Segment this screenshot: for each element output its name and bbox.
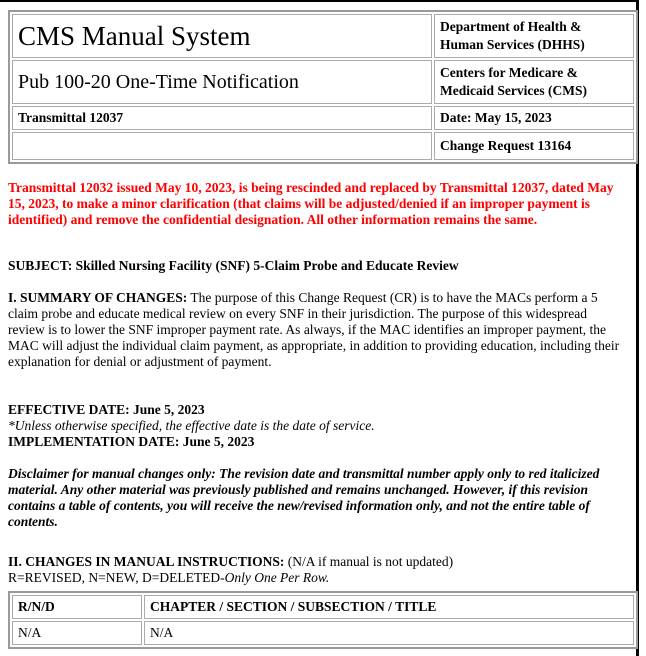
summary-of-changes	[8, 290, 620, 370]
dates-block	[8, 402, 620, 450]
implementation-date-label: IMPLEMENTATION DATE:	[8, 434, 180, 449]
subject-text: Skilled Nursing Facility (SNF) 5-Claim Probe and Educate Review	[75, 258, 459, 273]
effective-date-line	[8, 402, 620, 418]
changes-in-manual-instructions	[8, 554, 620, 586]
legend-line	[8, 570, 620, 586]
effective-date-note: *Unless otherwise specified, the effective date is the date of service.	[8, 418, 375, 433]
column-header-rnd: R/N/D	[12, 595, 142, 619]
transmittal-number: Transmittal 12037	[18, 110, 124, 125]
summary-label: I. SUMMARY OF CHANGES:	[8, 290, 188, 305]
header-row-publication	[12, 60, 634, 104]
legend-text: R=REVISED, N=NEW, D=DELETED-	[8, 570, 225, 585]
header-row-transmittal	[12, 106, 634, 130]
subject-line	[8, 258, 620, 274]
rescission-notice: Transmittal 12032 issued May 10, 2023, is being rescinded and replaced by Transmittal 12037, dated May 15, 2023, to make a minor clarification (that claims will be adjusted/denied if an improper payment is identified) and remove the confidential designation. All other information remains the same.	[8, 180, 614, 227]
summary-text: The purpose of this Change Request (CR) is to have the MACs perform a 5 claim probe and educate medical review on every SNF in their jurisdiction. The purpose of this widespread review is to lower the SNF improper payment rate. As always, if the MAC identifies an improper payment, the MAC will adjust the individual claim payment, as appropriate, in addition to providing education, including their explanation for denial or adjustment of payment.	[8, 290, 620, 369]
subject-label: SUBJECT:	[8, 258, 73, 273]
changes-table-header-row	[12, 595, 634, 619]
transmittal-date: Date: May 15, 2023	[434, 106, 634, 130]
cell-rnd-value: N/A	[12, 621, 142, 645]
agency-cms: Centers for Medicare & Medicaid Services (CMS)	[434, 60, 634, 104]
changes-table-data-row	[12, 621, 634, 645]
legend-italic: Only One Per Row.	[224, 570, 330, 585]
implementation-date-line	[8, 434, 620, 450]
implementation-date: June 5, 2023	[182, 434, 255, 449]
publication-name: Pub 100-20 One-Time Notification	[18, 71, 299, 93]
document-content	[8, 10, 620, 649]
page-top-border	[0, 0, 639, 2]
document-title: CMS Manual System	[18, 21, 251, 51]
effective-date: June 5, 2023	[133, 402, 205, 417]
header-table	[8, 10, 638, 164]
header-row-change-request	[12, 132, 634, 160]
manual-changes-disclaimer: Disclaimer for manual changes only: The revision date and transmittal number apply only to red italicized material. Any other material was previously published and remains unchanged. However, if this revision contains a table of contents, you will receive the new/revised information only, and not the entire table of contents.	[8, 466, 600, 529]
effective-date-label: EFFECTIVE DATE:	[8, 402, 130, 417]
column-header-chapter: CHAPTER / SECTION / SUBSECTION / TITLE	[144, 595, 634, 619]
changes-heading-line	[8, 554, 620, 570]
cell-chapter-value: N/A	[144, 621, 634, 645]
agency-dhhs: Department of Health & Human Services (DHHS)	[434, 14, 634, 58]
change-request-number: Change Request 13164	[434, 132, 634, 160]
changes-heading-note: (N/A if manual is not updated)	[287, 554, 454, 569]
changes-table	[8, 591, 638, 649]
changes-heading-label: II. CHANGES IN MANUAL INSTRUCTIONS:	[8, 554, 285, 569]
header-row-title	[12, 14, 634, 58]
empty-cell	[12, 132, 432, 160]
